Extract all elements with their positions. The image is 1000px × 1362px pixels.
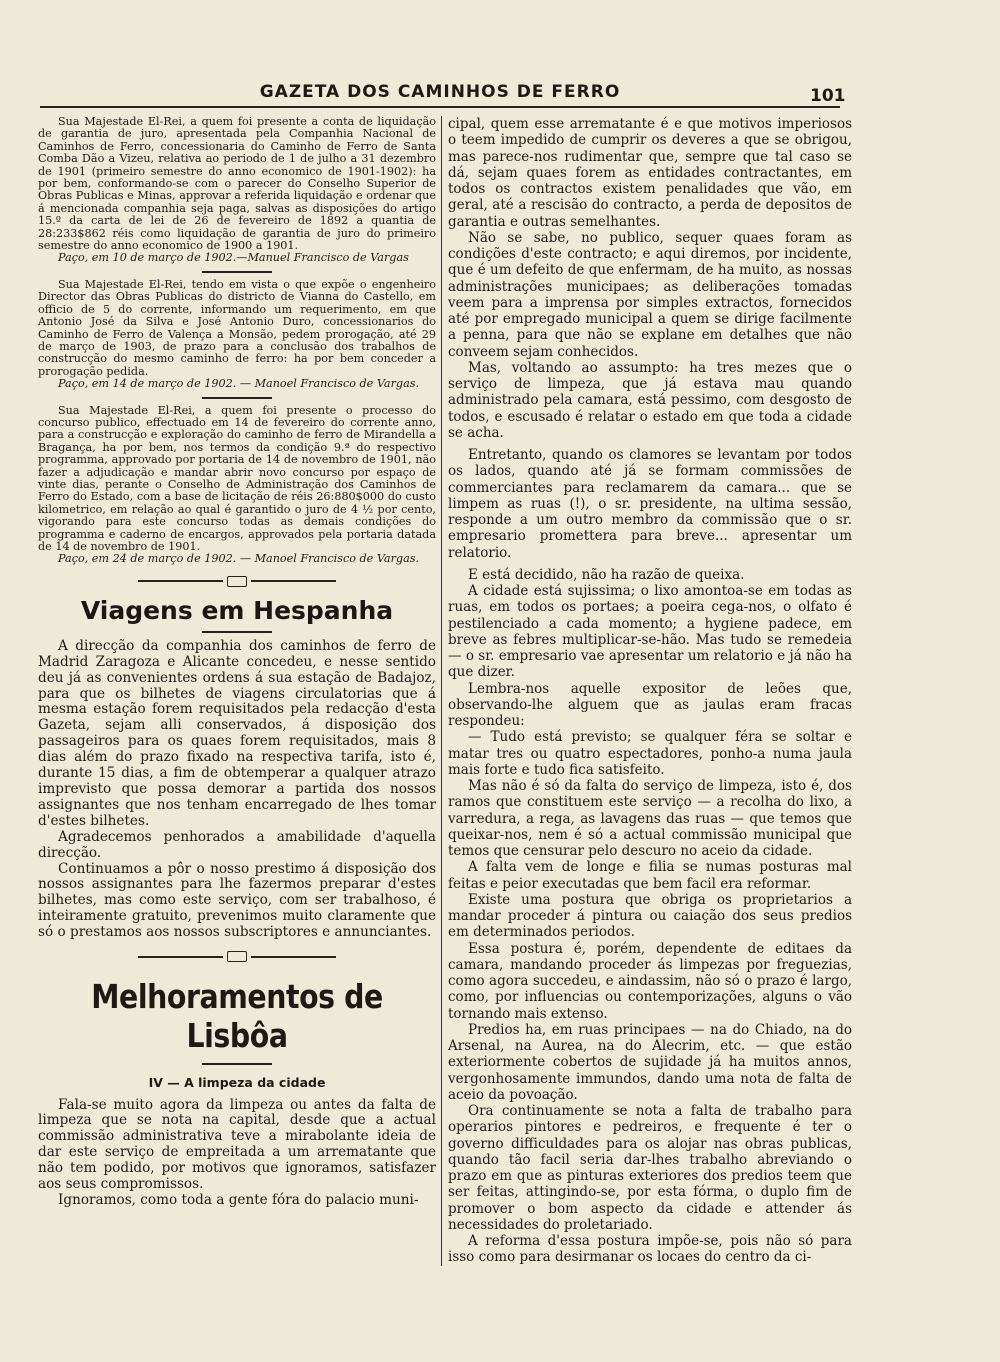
article-paragraph: — Tudo está previsto; se qualquer féra se soltar e matar tres ou quatro espectadores, ponho-a numa jaula mais forte e tudo fica satisfeito. bbox=[448, 729, 852, 778]
decree-1: Sua Majestade El-Rei, a quem foi presente a conta de liquidação de garantia de juro, apresentada pela Companhia Nacional de Caminhos de Ferro, concessionaria do Caminho de Ferro de Santa Comba Dão a Vizeu, relativa ao periodo de 1 de julho a 31 dezembro de 1901 (primeiro semestre do anno economico de 1901-1902): ha por bem, conformando-se com o parecer do Conselho Superior de Obras Publicas e Minas, approvar a referida liquidação e ordenar que á mencionada companhia seja paga, salvas as disposições do artigo 15.º da carta de lei de 26 de fevereiro de 1892 a quantia de 28:233$862 réis como liquidação de garantia de juro do primeiro semestre do anno economico de 1900 a 1901. bbox=[38, 115, 436, 253]
article-paragraph: Não se sabe, no publico, sequer quaes foram as condições d'este contracto; e aqui diremos, por incidente, que é um defeito de que enfermam, de ha muito, as nossas administrações municipaes; as deliberações tomadas veem para a imprensa por simples extractos, fornecidos até por empregado municipal a quem se dirige facilmente a penna, para que não se explane em detalhes que não conveem sejam conhecidos. bbox=[448, 229, 852, 360]
railcar-icon bbox=[227, 951, 247, 962]
article-paragraph: A falta vem de longe e filia se numas posturas mal feitas e peior executadas que bem facil era reformar. bbox=[448, 859, 852, 892]
article-paragraph: Predios ha, em ruas principaes — na do Chiado, na do Arsenal, na Aurea, na do Alecrim, etc. — que estão exteriormente cobertos de sujidade já ha muitos annos, vergonhosamente immundos, dando uma nota de falta de aceio da povoação. bbox=[448, 1021, 852, 1103]
section-subtitle: IV — A limpeza da cidade bbox=[148, 1074, 326, 1090]
left-column bbox=[38, 116, 436, 1209]
article-paragraph: A cidade está sujissima; o lixo amontoa-se em todas as ruas, em todos os portaes; a poeira cega-nos, o olfato é pestilenciado a cada momento; a hygiene padece, em breve as febres multiplicar-se-hão. Mas tudo se remedeia — o sr. empresario vae apresentar um relatorio e já não ha que dizer. bbox=[448, 583, 852, 681]
article-paragraph: Existe uma postura que obriga os proprietarios a mandar proceder á pintura ou caiação dos seus predios em determinados periodos. bbox=[448, 891, 852, 941]
decree-2-signature: Paço, em 14 de março de 1902. — Manoel Francisco de Vargas. bbox=[58, 377, 420, 391]
article-paragraph: E está decidido, não ha razão de queixa. bbox=[468, 566, 745, 583]
page-header bbox=[40, 82, 840, 108]
journal-title: GAZETA DOS CAMINHOS DE FERRO bbox=[259, 82, 621, 102]
article-paragraph: A direcção da companhia dos caminhos de ferro de Madrid Zaragoza e Alicante concedeu, e nesse sentido deu já as convenientes ordens á sua estação de Badajoz, para que os bilhetes de viagens circulatorias que á mesma estação forem requisitados pela redacção d'esta Gazeta, sejam alli conservados, á disposição dos passageiros para os quaes forem requisitados, mais 8 dias além do prazo fixado na respectiva tarifa, isto é, durante 15 dias, a fim de obtemperar a qualquer atrazo imprevisto que possa demorar a partida dos nossos assignantes que nos tenham encarregado de lhes tomar d'estes bilhetes. bbox=[38, 637, 436, 829]
divider bbox=[202, 397, 272, 399]
railcar-icon bbox=[227, 576, 247, 587]
article-paragraph: Entretanto, quando os clamores se levantam por todos os lados, quando até já se formam commissões de commerciantes para reclamarem da camara... que se limpem as ruas (!), o sr. presidente, na ultima sessão, responde a um outro membro da commissão que o sr. empresario promettera para breve... apresentar um relatorio. bbox=[448, 447, 852, 561]
article-paragraph: Continuamos a pôr o nosso prestimo á disposição dos nossos assignantes para lhe fazermos preparar d'estes bilhetes, mas como este serviço, com ser trabalhoso, é inteiramente gratuito, prevenimos muito claramente que só o prestamos aos nossos subscriptores e annunciantes. bbox=[38, 860, 436, 941]
column-rule bbox=[441, 116, 442, 1266]
right-column bbox=[448, 116, 852, 1266]
decree-2: Sua Majestade El-Rei, tendo em vista o que expõe o engenheiro Director das Obras Publicas do districto de Vianna do Castello, em officio de 5 do corrente, informando um requerimento, em que Antonio José da Silva e José Antonio Duro, concessionarios do Caminho de Ferro de Valença a Monsão, pedem prorogação, até 29 de março de 1903, de prazo para a conclusão dos trabalhos de construcção do mesmo caminho de ferro: ha por bem conceder a prorogação pedida. bbox=[38, 277, 436, 378]
decree-3-signature: Paço, em 24 de março de 1902. — Manoel Francisco de Vargas. bbox=[58, 552, 420, 566]
title-underline bbox=[202, 1063, 272, 1065]
article-paragraph: Agradecemos penhorados a amabilidade d'aquella direcção. bbox=[38, 828, 436, 861]
article-paragraph: Essa postura é, porém, dependente de editaes da camara, mandando proceder ás limpezas por freguezias, como agora succedeu, e aindassim, não só o prazo é largo, como, por influencias ou contemporizações, alguns o vão tornando mais extenso. bbox=[448, 940, 852, 1022]
title-underline bbox=[202, 631, 272, 633]
article-paragraph: Fala-se muito agora da limpeza ou antes da falta de limpeza que se nota na capital, desde que a actual commissão administrativa teve a mirabolante ideia de dar este serviço de empreitada a um arrematante que não tem podido, por motivos que ignoramos, satisfazer aos seus compromissos. bbox=[38, 1096, 436, 1193]
section-title-melhoramentos: Melhoramentos de Lisbôa bbox=[91, 977, 383, 1056]
article-paragraph: Mas, voltando ao assumpto: ha tres mezes que o serviço de limpeza, que já estava mau quando administrado pela camara, está pessimo, com desgosto de todos, e escusado é relatar o estado em que toda a cidade se acha. bbox=[448, 359, 852, 441]
ornament-divider bbox=[38, 949, 436, 963]
ornament-divider bbox=[38, 574, 436, 588]
article-paragraph: Lembra-nos aquelle expositor de leões que, observando-lhe alguem que as jaulas eram fracas respondeu: bbox=[448, 680, 852, 729]
article-paragraph: cipal, quem esse arrematante é e que motivos imperiosos o teem impedido de cumprir os deveres a que se obrigou, mas parece-nos rudimentar que, sempre que tal caso se dá, sejam quaes forem as entidades contractantes, em todos os contractos existem penalidades que vão, em geral, até a rescisão do contracto, a perda de depositos de garantia e outras semelhantes. bbox=[448, 116, 852, 230]
header-rule bbox=[40, 106, 840, 108]
page-number: 101 bbox=[810, 86, 846, 106]
decree-1-signature: Paço, em 10 de março de 1902.—Manuel Francisco de Vargas bbox=[58, 251, 409, 265]
decree-3: Sua Majestade El-Rei, a quem foi presente o processo do concurso publico, effectuado em 14 de fevereiro do corrente anno, para a construcção e exploração do caminho de ferro de Mirandella a Bragança, ha por bem, nos termos da condição 9.ª do respectivo programma, approvado por portaria de 14 de novembro de 1901, não fazer a adjudicação e mandar abrir novo concurso por espaço de vinte dias, perante o Conselho de Administração dos Caminhos de Ferro do Estado, com a base de licitação de réis 26:880$000 do custo kilometrico, em relação ao qual é garantido o juro de 4 ½ por cento, vigorando para este concurso todas as demais condições do programma e caderno de encargos, approvados pela portaria datada de 14 de novembro de 1901. bbox=[38, 403, 436, 553]
article-paragraph: Ignoramos, como toda a gente fóra do palacio muni- bbox=[58, 1191, 419, 1208]
article-paragraph: Ora continuamente se nota a falta de trabalho para operarios pintores e pedreiros, e frequente é ter o governo difficuldades para os alojar nas obras publicas, quando tão facil seria dar-lhes trabalho abreviando o prazo em que as pinturas exteriores dos predios teem que ser feitas, attingindo-se, por esta fórma, o duplo fim de promover o bom aspecto da cidade e attender ás necessidades do proletariado. bbox=[448, 1103, 852, 1233]
article-paragraph: Mas não é só da falta do serviço de limpeza, isto é, dos ramos que constituem este serviço — a recolha do lixo, a varredura, a rega, as lavagens das ruas — que temos que queixar-nos, nem é só a actual commissão municipal que temos que censurar pelo descuro no aceio da cidade. bbox=[448, 778, 852, 859]
article-paragraph: A reforma d'essa postura impõe-se, pois não só para isso como para desirmanar os locaes do centro da ci- bbox=[448, 1233, 852, 1266]
section-title-viagens: Viagens em Hespanha bbox=[80, 595, 394, 625]
divider bbox=[202, 271, 272, 273]
